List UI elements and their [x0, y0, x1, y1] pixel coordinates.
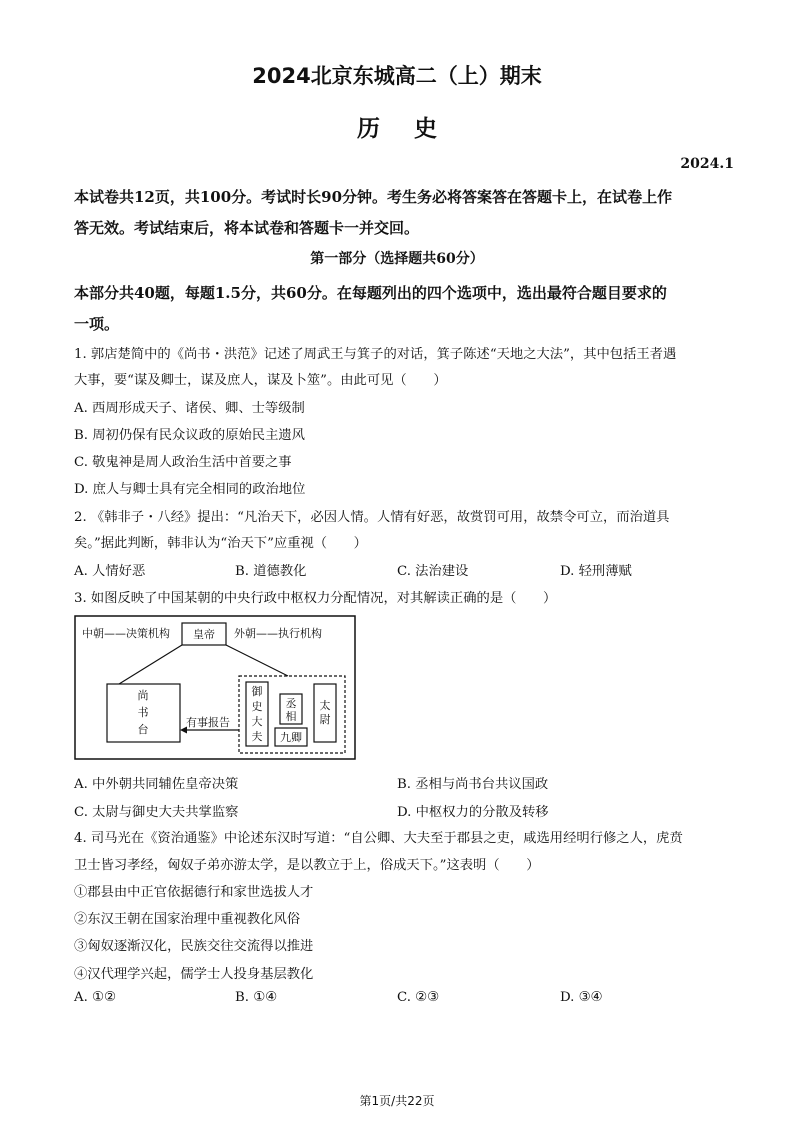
- q1-stem-line-2: 大事，要“谋及卿士，谋及庶人，谋及卜筮”。由此可见（ ）: [74, 373, 447, 388]
- jiuqing-label: 九卿: [280, 731, 302, 744]
- instructions-line-2: 答无效。考试结束后，将本试卷和答题卡一并交回。: [74, 219, 420, 237]
- outer-court-label: 外朝——执行机构: [234, 627, 322, 640]
- emperor-to-shangshu-line: [119, 645, 182, 684]
- emperor-to-outer-line: [226, 645, 288, 676]
- shangshu-char-2: 书: [137, 706, 149, 719]
- part1-desc-line-1: 本部分共40题，每题1.5分，共60分。在每题列出的四个选项中，选出最符合题目要求的: [74, 284, 667, 302]
- q4-option-a: A. ①②: [74, 990, 116, 1005]
- yushi-char-4: 夫: [251, 730, 263, 743]
- subject-title: 历史: [357, 115, 471, 142]
- yushi-char-1: 御: [251, 685, 263, 698]
- exam-date: 2024.1: [680, 156, 734, 172]
- exam-title: 2024北京东城高二（上）期末: [252, 64, 542, 88]
- q4-option-c: C. ②③: [397, 990, 439, 1005]
- part1-heading: 第一部分（选择题共60分）: [310, 251, 484, 267]
- yushi-char-2: 史: [251, 700, 263, 713]
- q1-option-c: C. 敬鬼神是周人政治生活中首要之事: [74, 455, 292, 470]
- q1-option-a: A. 西周形成天子、诸侯、卿、士等级制: [74, 401, 305, 416]
- q4-option-b: B. ①④: [235, 990, 278, 1005]
- instructions-line-1: 本试卷共12页，共100分。考试时长90分钟。考生务必将答案答在答题卡上，在试卷上作: [74, 188, 673, 206]
- q4-stem-line-2: 卫士皆习孝经，匈奴子弟亦游太学，是以教立于上，俗成天下。”这表明（ ）: [74, 858, 540, 873]
- q3-diagram: [74, 615, 356, 760]
- q2-option-d: D. 轻刑薄赋: [560, 564, 632, 579]
- shangshu-char-1: 尚: [137, 689, 149, 702]
- q2-stem-line-2: 矣。”据此判断，韩非认为“治天下”应重视（ ）: [74, 536, 367, 551]
- taiwei-char-2: 尉: [319, 713, 331, 726]
- q1-option-b: B. 周初仍保有民众议政的原始民主遗风: [74, 428, 305, 443]
- q2-option-a: A. 人情好恶: [74, 564, 146, 579]
- chengxiang-char-2: 相: [285, 710, 297, 723]
- shangshu-char-3: 台: [137, 723, 149, 736]
- inner-court-label: 中朝——决策机构: [82, 627, 170, 640]
- q4-option-d: D. ③④: [560, 990, 603, 1005]
- q1-option-d: D. 庶人与卿士具有完全相同的政治地位: [74, 482, 306, 497]
- report-label: 有事报告: [186, 716, 230, 729]
- q2-option-b: B. 道德教化: [235, 564, 307, 579]
- taiwei-char-1: 太: [319, 699, 331, 712]
- q1-stem-line-1: 1. 郭店楚简中的《尚书・洪范》记述了周武王与箕子的对话，箕子陈述“天地之大法”，其中包括王者遇: [74, 347, 677, 362]
- q3-option-b: B. 丞相与尚书台共议国政: [397, 777, 549, 792]
- q3-option-a: A. 中外朝共同辅佐皇帝决策: [74, 777, 239, 792]
- q3-option-d: D. 中枢权力的分散及转移: [397, 805, 549, 820]
- q2-option-c: C. 法治建设: [397, 564, 469, 579]
- emperor-label: 皇帝: [193, 628, 215, 641]
- yushi-char-3: 大: [251, 715, 263, 728]
- q2-stem-line-1: 2. 《韩非子・八经》提出：“凡治天下，必因人情。人情有好恶，故赏罚可用，故禁令可立，而治道具: [74, 510, 670, 525]
- q4-stem-line-1: 4. 司马光在《资治通鉴》中论述东汉时写道：“自公卿、大夫至于郡县之吏，咸选用经明行修之人，虎贲: [74, 831, 683, 846]
- q4-statement-1: ①郡县由中正官依据德行和家世选拔人才: [74, 885, 314, 900]
- q3-option-c: C. 太尉与御史大夫共掌监察: [74, 805, 239, 820]
- q3-stem: 3. 如图反映了中国某朝的中央行政中枢权力分配情况，对其解读正确的是（ ）: [74, 591, 557, 606]
- part1-desc-line-2: 一项。: [74, 315, 120, 333]
- chengxiang-char-1: 丞: [285, 697, 297, 710]
- q4-statement-3: ③匈奴逐渐汉化，民族交往交流得以推进: [74, 939, 314, 954]
- q4-statement-2: ②东汉王朝在国家治理中重视教化风俗: [74, 912, 301, 927]
- q4-statement-4: ④汉代理学兴起，儒学士人投身基层教化: [74, 967, 314, 982]
- page-footer: 第1页/共22页: [359, 1094, 435, 1108]
